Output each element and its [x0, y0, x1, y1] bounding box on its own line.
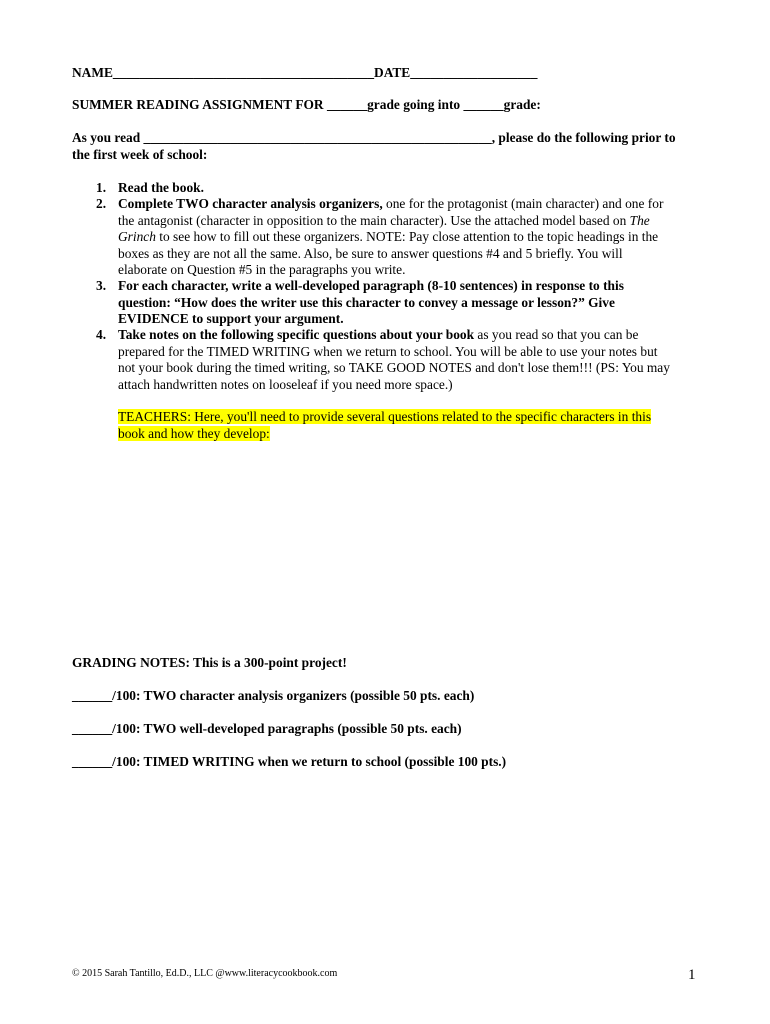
step-number: 4.	[96, 327, 107, 342]
step-4-line-2: prepared for the TIMED WRITING when we return to school. You will be able to use your notes but	[118, 343, 658, 359]
step-2-line-3: Grinch to see how to fill out these organizers. NOTE: Pay close attention to the topic headings in the	[118, 229, 659, 245]
step-number: 1.	[96, 180, 107, 195]
grading-item-timed-writing: ______/100: TIMED WRITING when we return to school (possible 100 pts.)	[72, 754, 507, 769]
step-3-line-3: EVIDENCE to support your argument.	[118, 311, 344, 327]
teachers-note-line-2: book and how they develop:	[118, 425, 270, 441]
step-number: 2.	[96, 196, 107, 211]
page-number: 1	[688, 967, 696, 983]
grading-item-paragraphs: ______/100: TWO well-developed paragraphs (possible 50 pts. each)	[72, 721, 462, 736]
step-4-line-1: Take notes on the following specific questions about your book as you read so that you can be	[118, 327, 639, 342]
step-2-line-4: boxes as they are not all the same. Also, be sure to answer questions #4 and 5 briefly. You will	[118, 245, 623, 261]
footer-copyright: © 2015 Sarah Tantillo, Ed.D., LLC @www.literacycookbook.com	[72, 968, 338, 979]
step-3-line-1: For each character, write a well-developed paragraph (8-10 sentences) in response to this	[118, 278, 624, 293]
step-2-line-2: the antagonist (character in opposition to the main character). Use the attached model based on The	[118, 212, 650, 228]
step-2-line-5: elaborate on Question #5 in the paragraphs you write.	[118, 262, 406, 278]
step-3-line-2: question: “How does the writer use this character to convey a message or lesson?” Give	[118, 294, 615, 310]
name-date-line: NAME_______________________________________DATE___________________	[72, 65, 538, 80]
step-4-line-3: not your book during the timed writing, so TAKE GOOD NOTES and don't lose them!!! (PS: You may	[118, 360, 670, 376]
as-you-read-line-1: As you read ____________________________________________________, please do the following prior to	[72, 130, 676, 145]
teachers-note-line-1: TEACHERS: Here, you'll need to provide several questions related to the specific characters in this	[118, 409, 652, 424]
grading-item-organizers: ______/100: TWO character analysis organizers (possible 50 pts. each)	[72, 688, 475, 703]
step-1-text: Read the book.	[118, 180, 204, 195]
assignment-line: SUMMER READING ASSIGNMENT FOR ______grade going into ______grade:	[72, 97, 541, 112]
as-you-read-line-2: the first week of school:	[72, 147, 208, 162]
teachers-note	[118, 409, 651, 442]
step-4-line-4: attach handwritten notes on looseleaf if you need more space.)	[118, 376, 453, 392]
step-number: 3.	[96, 278, 107, 293]
step-2-line-1: Complete TWO character analysis organizers, one for the protagonist (main character) and one for	[118, 196, 664, 211]
grading-title: GRADING NOTES: This is a 300-point project!	[72, 655, 347, 670]
